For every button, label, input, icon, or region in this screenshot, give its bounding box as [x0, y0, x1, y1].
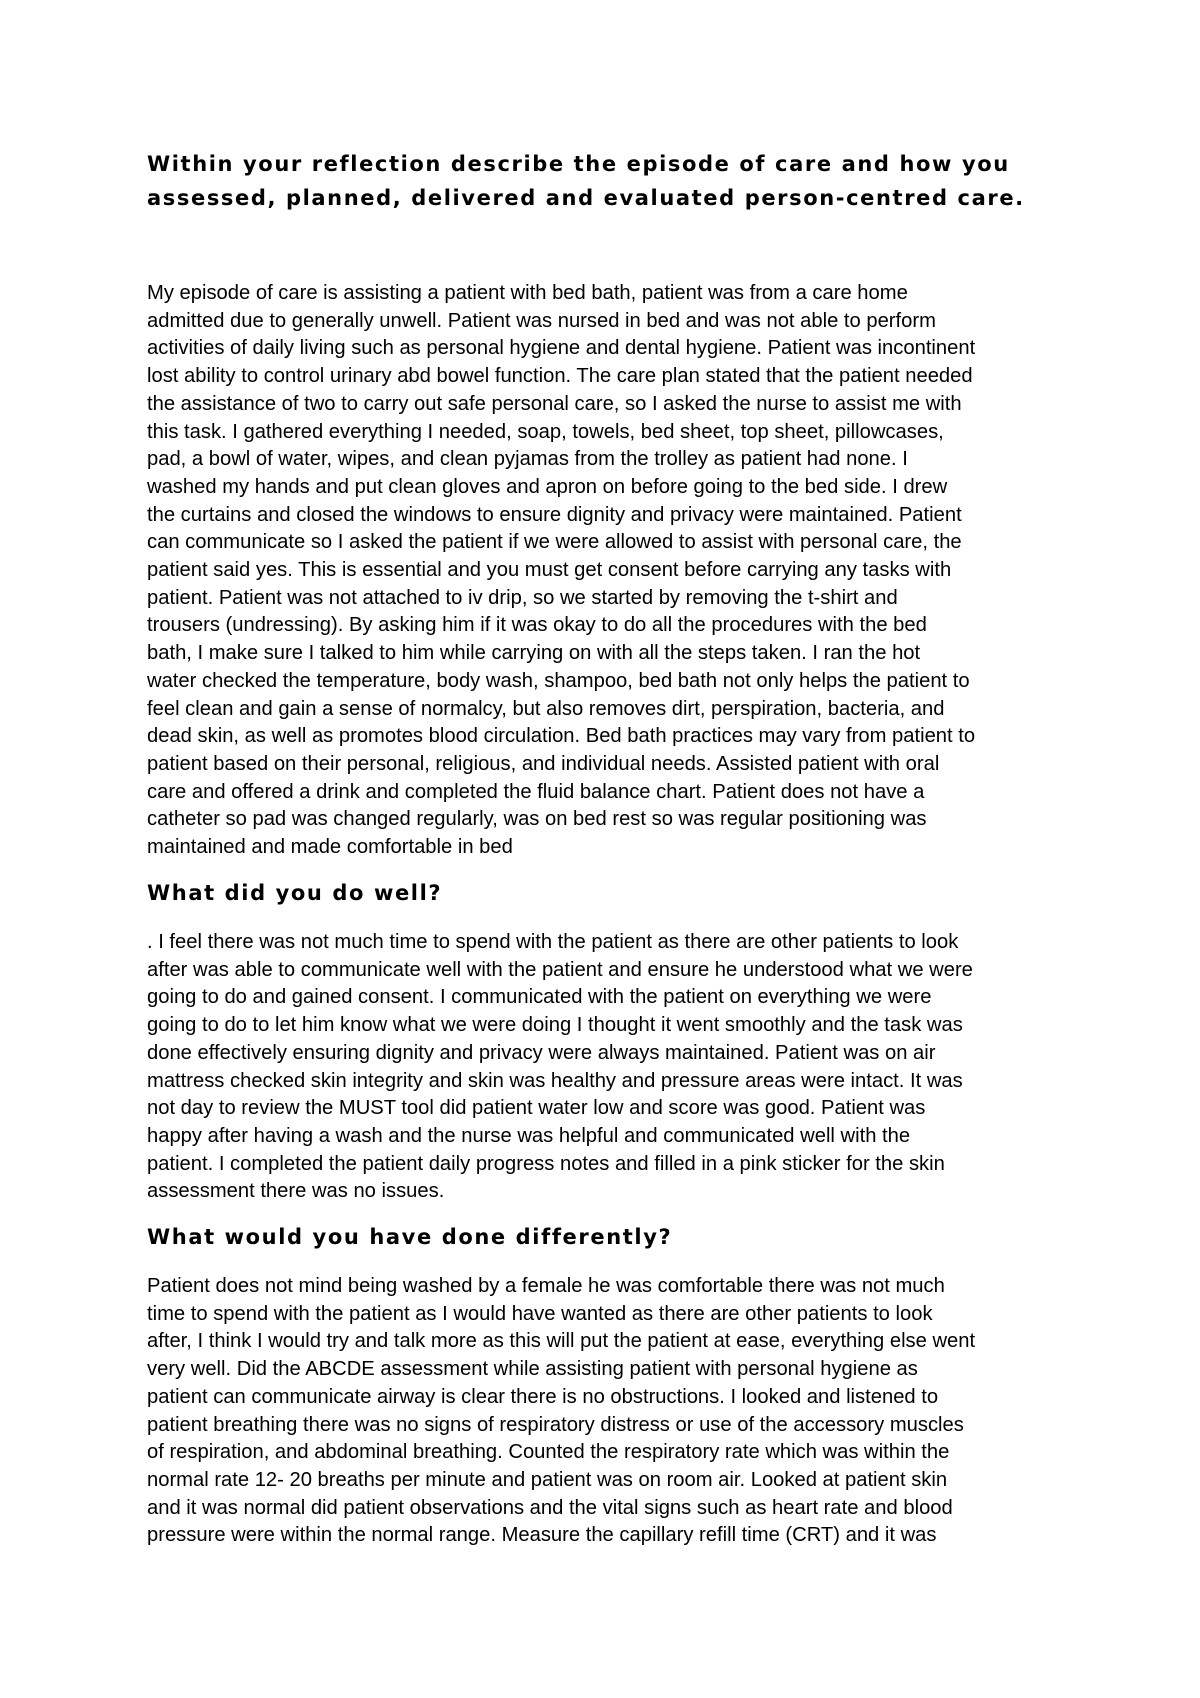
heading-what-did-you-do-well: What did you do well? — [147, 881, 443, 905]
text-line: this task. I gathered everything I needed, soap, towels, bed sheet, top sheet, pillowcases, — [147, 420, 944, 443]
heading-what-would-you-have-done-differently: What would you have done differently? — [147, 1225, 673, 1249]
text-line: patient. I completed the patient daily progress notes and filled in a pink sticker for the skin — [147, 1152, 945, 1175]
text-line: patient. Patient was not attached to iv drip, so we started by removing the t-shirt and — [147, 586, 898, 609]
text-line: normal rate 12- 20 breaths per minute and patient was on room air. Looked at patient skin — [147, 1468, 948, 1491]
text-line: patient said yes. This is essential and you must get consent before carrying any tasks with — [147, 559, 952, 582]
main-heading — [147, 147, 1025, 215]
text-line: washed my hands and put clean gloves and apron on before going to the bed side. I drew — [147, 475, 948, 498]
text-line: maintained and made comfortable in bed — [147, 836, 513, 859]
paragraph-what-did-you-do-well — [147, 929, 1067, 1206]
text-line: activities of daily living such as personal hygiene and dental hygiene. Patient was incontinent — [147, 337, 976, 360]
text-line: not day to review the MUST tool did patient water low and score was good. Patient was — [147, 1097, 926, 1120]
text-line: the curtains and closed the windows to ensure dignity and privacy were maintained. Patient — [147, 503, 962, 526]
text-line: Patient does not mind being washed by a female he was comfortable there was not much — [147, 1275, 945, 1297]
main-heading-line: assessed, planned, delivered and evaluated person-centred care. — [147, 186, 1025, 210]
text-line: of respiration, and abdominal breathing. Counted the respiratory rate which was within the — [147, 1441, 950, 1464]
text-line: can communicate so I asked the patient if we were allowed to assist with personal care, the — [147, 531, 962, 554]
text-line: pad, a bowl of water, wipes, and clean pyjamas from the trolley as patient had none. I — [147, 448, 908, 471]
text-line: water checked the temperature, body wash, shampoo, bed bath not only helps the patient to — [147, 669, 970, 692]
text-line: after was able to communicate well with the patient and ensure he understood what we were — [147, 958, 973, 981]
text-line: mattress checked skin integrity and skin was healthy and pressure areas were intact. It was — [147, 1069, 963, 1092]
text-line: . I feel there was not much time to spend with the patient as there are other patients to look — [147, 931, 959, 953]
text-line: time to spend with the patient as I would have wanted as there are other patients to look — [147, 1302, 933, 1325]
text-line: admitted due to generally unwell. Patient was nursed in bed and was not able to perform — [147, 309, 936, 332]
text-line: catheter so pad was changed regularly, was on bed rest so was regular positioning was — [147, 808, 927, 831]
text-line: My episode of care is assisting a patient with bed bath, patient was from a care home — [147, 282, 908, 304]
main-heading-line: Within your reflection describe the episode of care and how you — [147, 152, 1010, 176]
text-line: patient can communicate airway is clear there is no obstructions. I looked and listened to — [147, 1385, 939, 1408]
text-line: care and offered a drink and completed the fluid balance chart. Patient does not have a — [147, 780, 925, 803]
text-line: the assistance of two to carry out safe personal care, so I asked the nurse to assist me with — [147, 392, 962, 415]
text-line: and it was normal did patient observations and the vital signs such as heart rate and blood — [147, 1496, 953, 1519]
text-line: bath, I make sure I talked to him while carrying on with all the steps taken. I ran the hot — [147, 642, 921, 665]
text-line: trousers (undressing). By asking him if it was okay to do all the procedures with the bed — [147, 614, 927, 637]
text-line: feel clean and gain a sense of normalcy, but also removes dirt, perspiration, bacteria, and — [147, 697, 945, 720]
text-line: dead skin, as well as promotes blood circulation. Bed bath practices may vary from patient to — [147, 725, 976, 748]
text-line: going to do and gained consent. I communicated with the patient on everything we were — [147, 986, 932, 1009]
text-line: happy after having a wash and the nurse was helpful and communicated well with the — [147, 1124, 911, 1147]
text-line: very well. Did the ABCDE assessment while assisting patient with personal hygiene as — [147, 1358, 918, 1381]
text-line: assessment there was no issues. — [147, 1180, 445, 1203]
paragraph-done-differently — [147, 1273, 1067, 1550]
text-line: pressure were within the normal range. Measure the capillary refill time (CRT) and it was — [147, 1524, 937, 1547]
text-line: patient based on their personal, religious, and individual needs. Assisted patient with oral — [147, 752, 940, 775]
text-line: patient breathing there was no signs of respiratory distress or use of the accessory muscles — [147, 1413, 964, 1436]
text-line: done effectively ensuring dignity and privacy were always maintained. Patient was on air — [147, 1041, 936, 1064]
text-line: going to do to let him know what we were doing I thought it went smoothly and the task was — [147, 1014, 963, 1037]
text-line: lost ability to control urinary abd bowel function. The care plan stated that the patient needed — [147, 365, 973, 388]
paragraph-episode-of-care — [147, 280, 1067, 862]
text-line: after, I think I would try and talk more as this will put the patient at ease, everything else went — [147, 1330, 976, 1353]
